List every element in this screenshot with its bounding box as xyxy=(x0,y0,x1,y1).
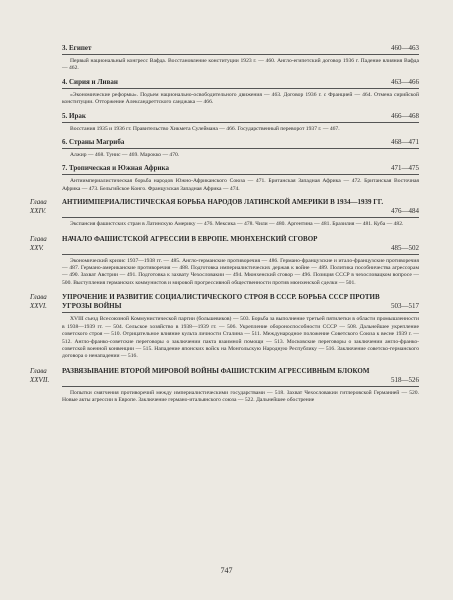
section-maghreb xyxy=(62,138,419,159)
chapter-pages: 485—502 xyxy=(391,243,419,252)
chapter-title: АНТИИМПЕРИАЛИСТИЧЕСКАЯ БОРЬБА НАРОДОВ ЛАТИНСКОЙ АМЕРИКИ В 1934—1939 ГГ. xyxy=(62,198,384,207)
section-pages: 466—468 xyxy=(391,111,419,120)
chapter-pages: 503—517 xyxy=(391,302,419,311)
section-pages: 463—466 xyxy=(391,77,419,86)
section-text: Восстания 1935 и 1936 гг. Правительство Хикмета Сулеймана — 466. Государственный переворот 1937 г. — 467. xyxy=(70,125,340,132)
section-text: Антиимпериалистическая борьба народов Южно-Африканского Союза — 471. Британская Западная Африка — 472. Британская Восточная Африка — 473. Бельгийское Конго. Французская Западная Африка — 474. xyxy=(62,178,419,192)
section-pages: 460—463 xyxy=(391,44,419,52)
section-heading xyxy=(62,138,419,149)
chapter-label: Глава XXV. xyxy=(30,234,47,252)
chapter-heading xyxy=(30,234,419,255)
chapter-heading xyxy=(30,198,419,218)
chapter-label: Глава XXVII. xyxy=(30,366,50,384)
chapter-title: РАЗВЯЗЫВАНИЕ ВТОРОЙ МИРОВОЙ ВОЙНЫ ФАШИСТСКИМ АГРЕССИВНЫМ БЛОКОМ xyxy=(62,366,370,375)
chapter-text: Экспансия фашистских стран в Латинскую Америку — 476. Мексика — 478. Чили — 480. Аргентина — 481. Бразилия — 481. Куба — 482. xyxy=(70,221,404,228)
chapter-title: УПРОЧЕНИЕ И РАЗВИТИЕ СОЦИАЛИСТИЧЕСКОГО СТРОЯ В СССР. БОРЬБА СССР ПРОТИВ УГРОЗЫ ВОЙНЫ xyxy=(62,293,380,311)
chapter-pages: 476—484 xyxy=(391,207,419,216)
chapter-25 xyxy=(30,234,419,288)
chapter-label: Глава XXIV. xyxy=(30,198,47,216)
section-title: 5. Ирак xyxy=(62,111,86,120)
section-pages: 468—471 xyxy=(391,138,419,147)
chapter-heading xyxy=(30,293,419,313)
chapter-26 xyxy=(30,293,419,360)
section-iraq xyxy=(62,112,419,133)
chapter-pages: 518—526 xyxy=(391,375,419,384)
page-number: 747 xyxy=(220,566,233,575)
chapter-24 xyxy=(30,198,419,228)
section-title: 3. Египет xyxy=(62,44,92,52)
chapter-text: Попытки смягчения противоречий между империалистическими государствами — 518. Захват Чехословакии гитлеровской Германией — 520. Новые акты агрессии в Европе. Заключение германо-итальянского союза — 522. Дальнейшее обострение xyxy=(62,389,419,404)
chapter-text: Экономический кризис 1937—1938 гг. — 485. Англо-германские противоречия — 486. Германо-французские и итало-французские противоречия — 487. Германо-американские противоречия — 488. Подготовка империалистических держав к войне — 489. Политика пособничества агрессорам — 490. Захват Австрии — 491. Подготовка к захвату Чехословакии — 494. Мюнхенский сговор — 496. Позиция СССР в чехословацком вопросе — 500. Выступления германских коммунистов и мировой прогрессивной общественности против мюнхенской сделки — 501. xyxy=(62,257,419,286)
chapter-title: НАЧАЛО ФАШИСТСКОЙ АГРЕССИИ В ЕВРОПЕ. МЮНХЕНСКИЙ СГОВОР xyxy=(62,234,318,243)
section-heading xyxy=(62,164,419,175)
section-text: «Экономические реформы». Подъем национально-освободительного движения — 463. Договор 1936 г. с Францией — 464. Отмена сирийской конституции. Отторжение Александреттского санджака — 466. xyxy=(62,91,419,106)
chapter-text: XVIII съезд Всесоюзной Коммунистической партии (большевиков) — 503. Борьба за выполнение третьей пятилетки в области промышленности в 1938—1939 гг. — 504. Сельское хозяйство в 1938—1939 гг. — 506. Укрепление обороноспособности СССР — 508. Дальнейшее укрепление советского строя — 510. Отрицательное влияние культа личности Сталина — 511. Международное положение Советского Союза к весне 1939 г. — 512. Англо-франко-советские переговоры о заключении пакта взаимной помощи — 513. Московские переговоры о заключении англо-франко-советской военной конвенции — 515. Нападение японских войск на Монгольскую Народную Республику — 516. Заключение советско-германского договора о ненападении — 516. xyxy=(62,316,419,360)
section-text: Алжир — 468. Тунис — 469. Марокко — 470. xyxy=(70,152,180,159)
section-text: Первый национальный конгресс Вафда. Восстановление конституции 1923 г. — 460. Англо-египетский договор 1936 г. Падение влияния Вафда — 462. xyxy=(62,58,419,72)
chapter-27 xyxy=(30,366,419,405)
section-africa xyxy=(62,164,419,193)
section-heading xyxy=(62,78,419,89)
section-heading xyxy=(62,44,419,55)
section-title: 7. Тропическая и Южная Африка xyxy=(62,164,169,173)
section-pages: 471—475 xyxy=(391,164,419,173)
section-syria-lebanon xyxy=(62,78,419,107)
chapter-heading xyxy=(30,366,419,387)
section-heading xyxy=(62,112,419,123)
chapter-label: Глава XXVI. xyxy=(30,293,47,311)
section-title: 4. Сирия и Ливан xyxy=(62,77,118,86)
section-title: 6. Страны Магриба xyxy=(62,138,125,147)
section-egypt xyxy=(62,44,419,73)
